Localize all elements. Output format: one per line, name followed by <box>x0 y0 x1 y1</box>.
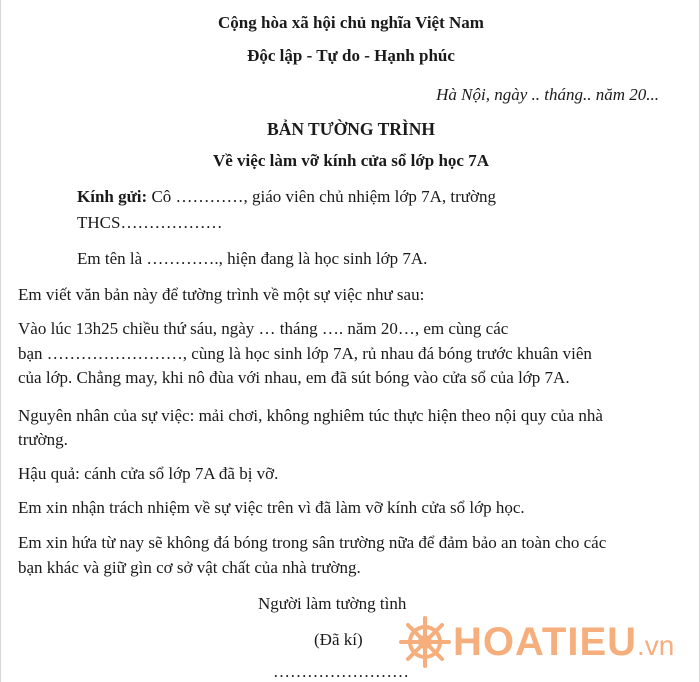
watermark-brand: HOATIEU <box>453 620 638 664</box>
event-line-3: của lớp. Chẳng may, khi nô đùa với nhau, em đã sút bóng vào cửa sổ của lớp 7A. <box>18 368 570 387</box>
promise-line-1: Em xin hứa từ nay sẽ không đá bóng trong sân trường nữa để đảm bảo an toàn cho các <box>18 533 607 552</box>
intro-paragraph: Em tên là …………., hiện đang là học sinh lớp 7A. <box>77 249 428 268</box>
cause-line-2: trường. <box>18 430 68 449</box>
consequence-paragraph: Hậu quả: cánh cửa sổ lớp 7A đã bị vỡ. <box>18 464 279 483</box>
document-subject: Về việc làm vỡ kính cửa sổ lớp học 7A <box>212 151 489 170</box>
document-title: BẢN TƯỜNG TRÌNH <box>267 119 435 139</box>
signature-status: (Đã kí) <box>314 630 363 649</box>
ship-wheel-icon <box>397 614 453 670</box>
event-line-1: Vào lúc 13h25 chiều thứ sáu, ngày … tháng …. năm 20…, em cùng các <box>18 319 509 338</box>
purpose-paragraph: Em viết văn bản này để tường trình về một sự việc như sau: <box>18 285 425 304</box>
recipient-label: Kính gửi: <box>77 187 148 206</box>
watermark-domain: .vn <box>637 630 675 661</box>
promise-line-2: bạn khác và giữ gìn cơ sở vật chất của nhà trường. <box>18 558 361 577</box>
national-name: Cộng hòa xã hội chủ nghĩa Việt Nam <box>218 13 484 32</box>
recipient-text: Cô …………, giáo viên chủ nhiệm lớp 7A, trường <box>147 187 496 206</box>
hoatieu-watermark <box>397 614 674 670</box>
signature-name-placeholder: …………………… <box>273 662 409 681</box>
signature-role: Người làm tường tình <box>258 594 407 613</box>
responsibility-paragraph: Em xin nhận trách nhiệm về sự việc trên vì đã làm vỡ kính cửa sổ lớp học. <box>18 498 525 517</box>
event-line-2: bạn ……………………, cùng là học sinh lớp 7A, rủ nhau đá bóng trước khuân viên <box>18 344 592 363</box>
recipient-line <box>77 187 496 207</box>
recipient-school: THCS……………… <box>77 213 223 232</box>
cause-line-1: Nguyên nhân của sự việc: mải chơi, không nghiêm túc thực hiện theo nội quy của nhà <box>18 406 603 425</box>
motto: Độc lập - Tự do - Hạnh phúc <box>247 46 455 65</box>
place-date: Hà Nội, ngày .. tháng.. năm 20... <box>436 85 659 104</box>
